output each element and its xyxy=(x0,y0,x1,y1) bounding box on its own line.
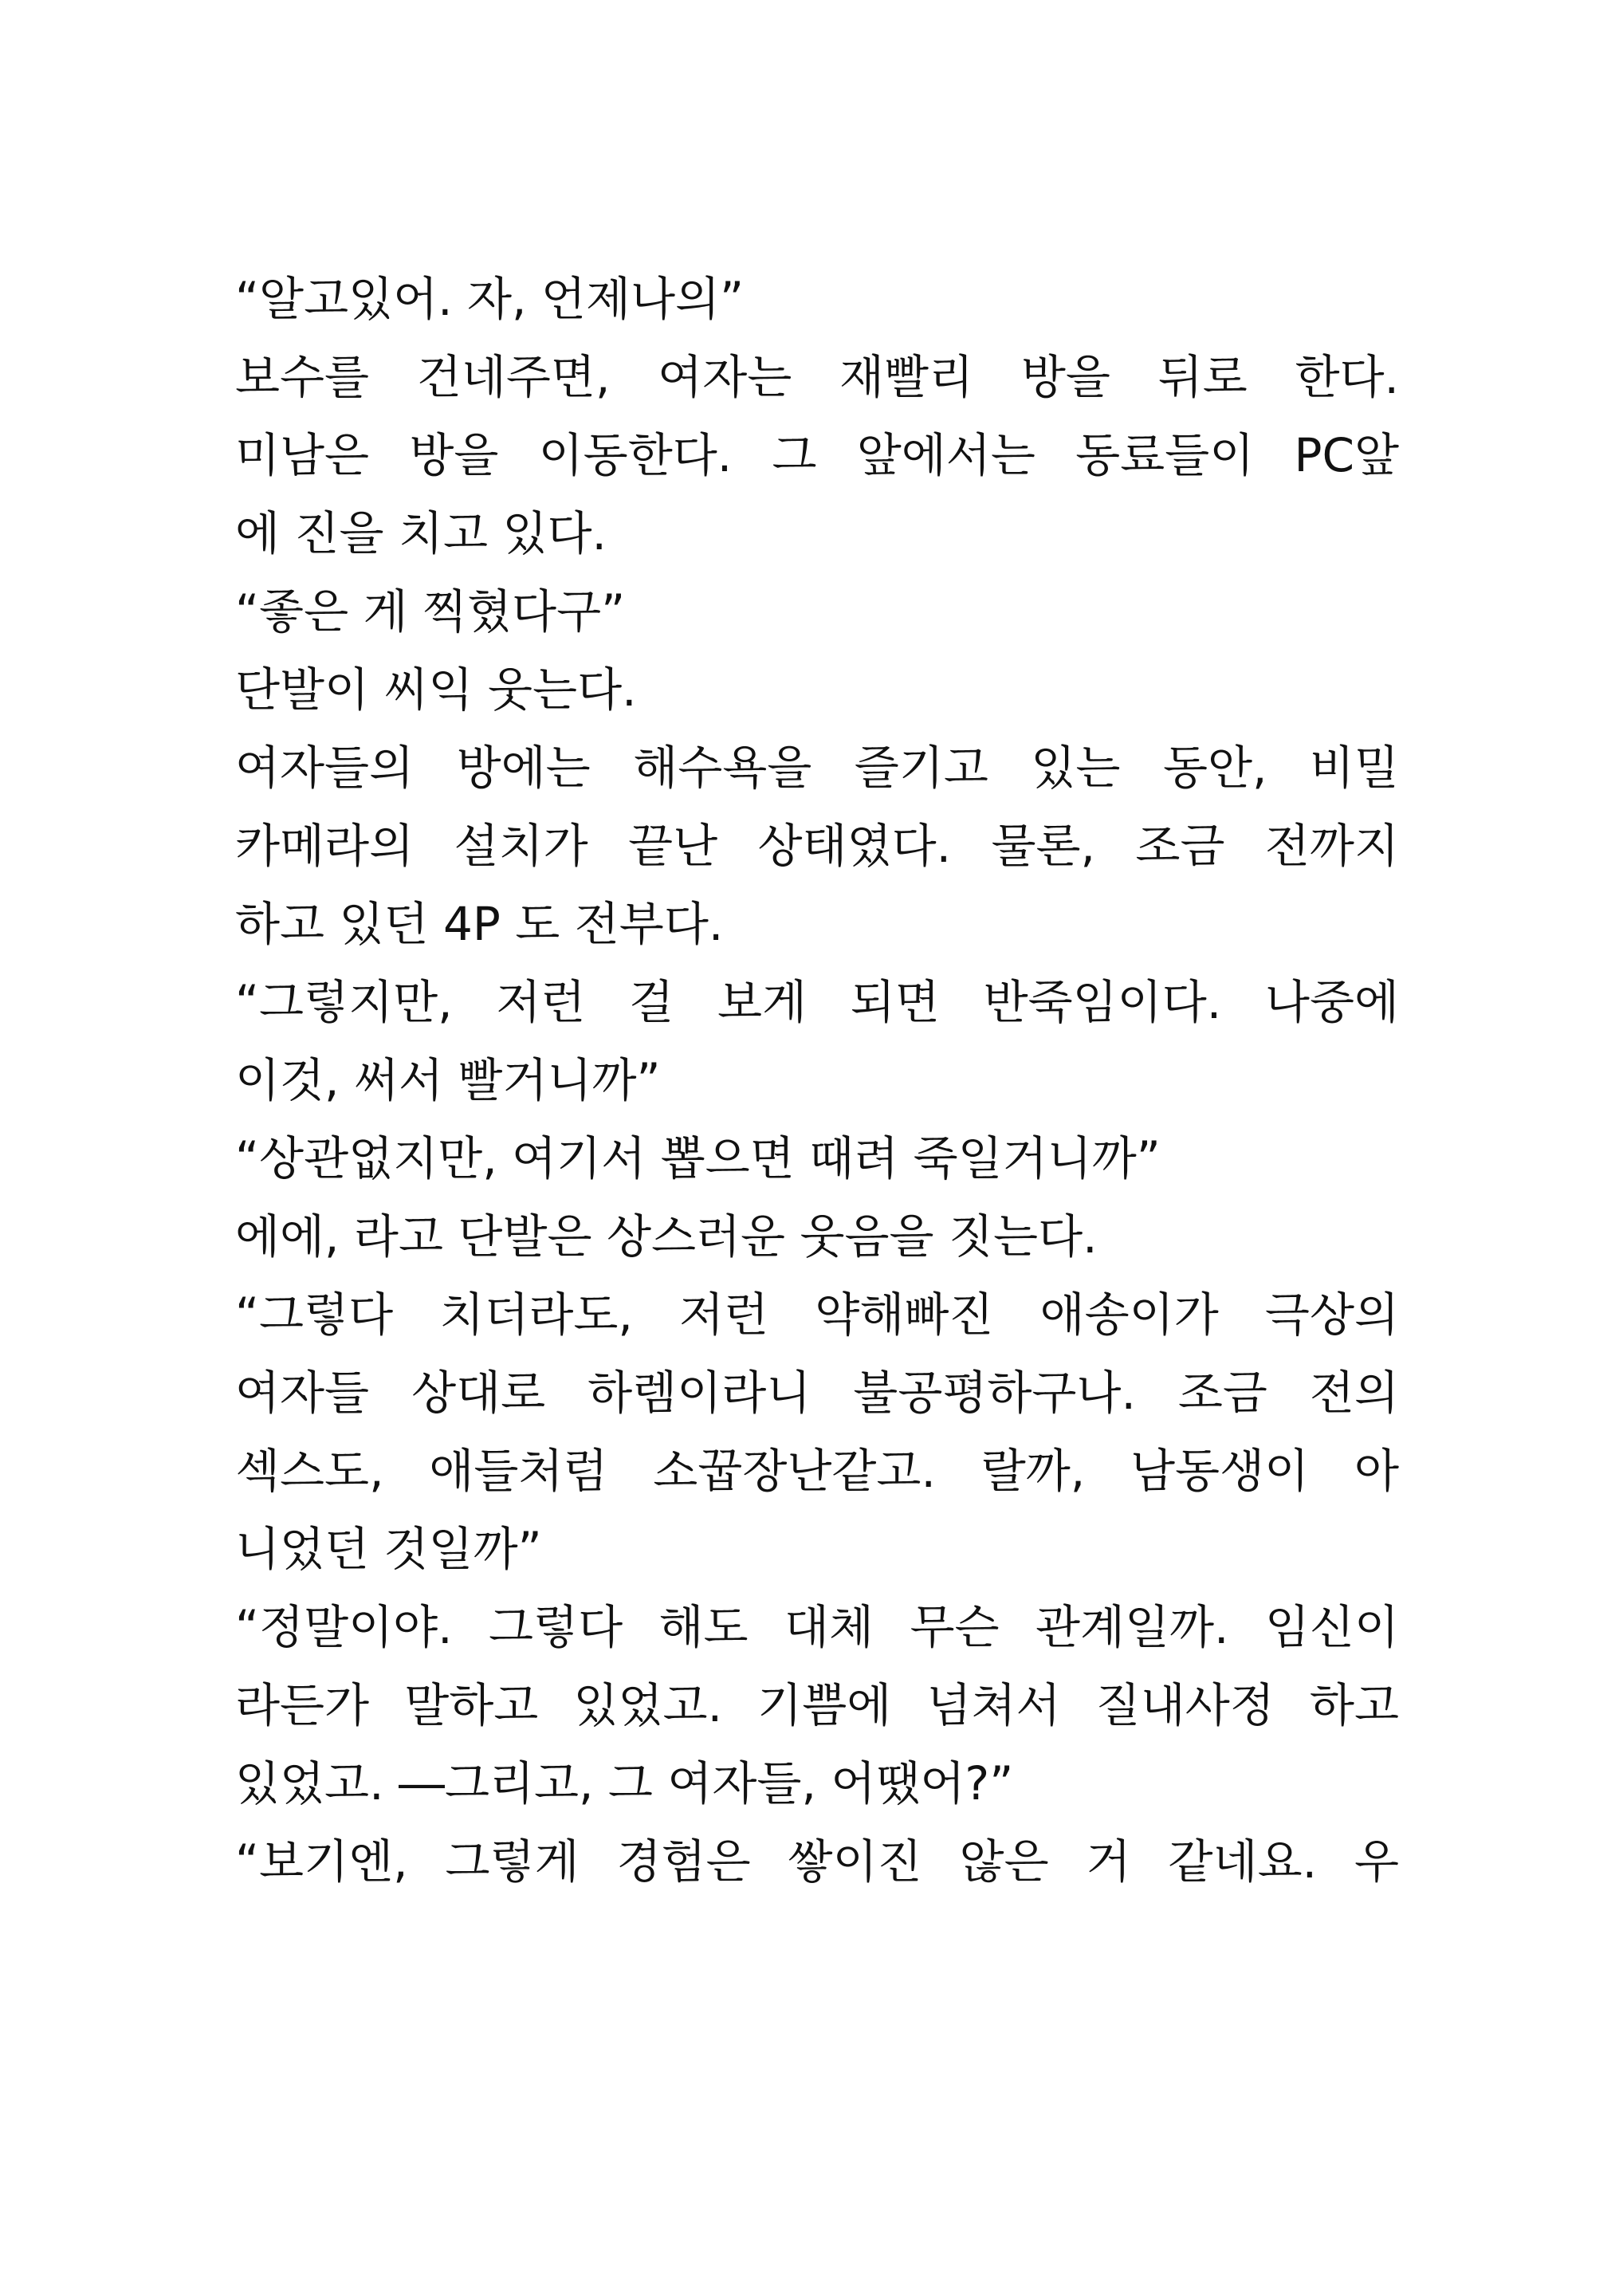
text-line: 여자들의 방에는 해수욕을 즐기고 있는 동안, 비밀 xyxy=(235,741,1399,795)
text-line: 섹스도, 애들처럼 소꿉장난같고. 랄까, 남동생이 아 xyxy=(235,1444,1399,1498)
text-line: 하고 있던 4P 도 전부다. xyxy=(235,897,724,951)
text-line: “알고있어. 자, 언제나의” xyxy=(235,272,745,326)
body-text xyxy=(235,272,1399,1917)
text-line: 카메라의 설치가 끝난 상태였다. 물론, 조금 전까지 xyxy=(235,819,1399,873)
text-line: 니었던 것일까” xyxy=(235,1522,542,1576)
text-line: “정말이야. 그렇다 해도 대체 무슨 관계일까. 임신이 xyxy=(235,1600,1399,1654)
text-line: 에에, 라고 단발은 상스러운 웃음을 짓는다. xyxy=(235,1209,1098,1264)
text-line: 단발이 씨익 웃는다. xyxy=(235,662,637,717)
text-line: 미남은 방을 이동한다. 그 앞에서는 동료들이 PC앞 xyxy=(235,428,1399,482)
text-line: “그렇다 치더라도, 저런 약해빠진 애송이가 극상의 xyxy=(235,1288,1399,1342)
text-line: 보수를 건네주면, 여자는 재빨리 방을 뒤로 한다. xyxy=(235,350,1399,404)
text-line: “보기엔, 그렇게 경험은 쌓이진 않은 거 같네요. 우 xyxy=(235,1834,1399,1889)
text-line: 이것, 써서 빨거니까” xyxy=(235,1053,661,1107)
text-line: 에 진을 치고 있다. xyxy=(235,506,607,560)
text-line: “상관없지만, 여기서 뽑으면 때려 죽일거니까” xyxy=(235,1131,1161,1185)
text-line: 있었고. ―그리고, 그 여자들, 어땠어?” xyxy=(235,1756,1014,1810)
text-line: 라든가 말하고 있었고. 기쁨에 넘쳐서 질내사정 하고 xyxy=(235,1678,1399,1732)
text-line: “좋은 게 찍혔다구” xyxy=(235,584,626,639)
text-line: 여자들 상대로 하렘이라니 불공평하구나. 조금 전의 xyxy=(235,1366,1399,1420)
text-line: “그렇지만, 저런 걸 보게 되면 반죽임이다. 나중에 xyxy=(235,975,1399,1029)
